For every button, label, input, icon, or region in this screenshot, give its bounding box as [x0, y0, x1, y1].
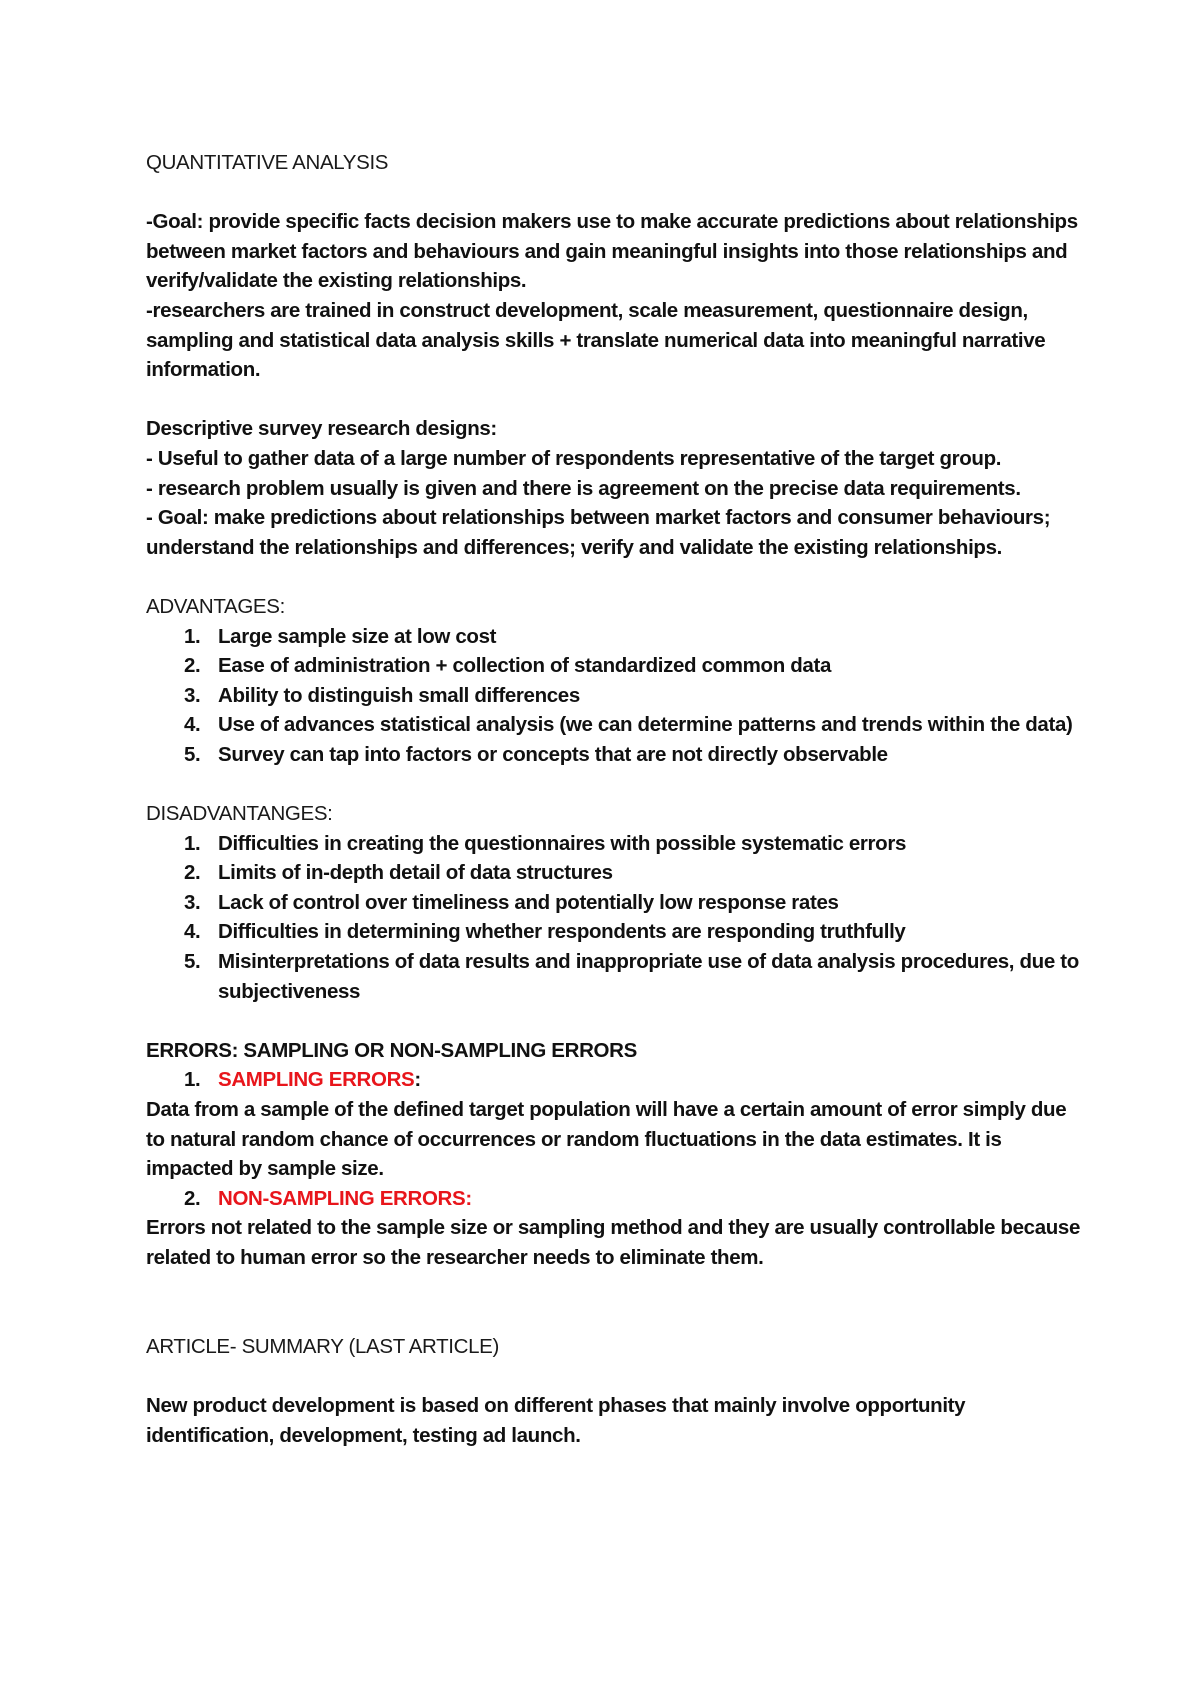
intro-researchers: -researchers are trained in construct development, scale measurement, questionnaire design, sampling and statistical data analysis skills + translate numerical data into meaningful narrative information. [146, 298, 1046, 382]
list-number: 2. [184, 1186, 201, 1210]
advantages-heading: ADVANTAGES: [146, 594, 285, 618]
sampling-errors-label: SAMPLING ERRORS [218, 1068, 415, 1092]
list-text: Limits of in-depth detail of data structures [218, 861, 613, 885]
list-text: Ease of administration + collection of standardized common data [218, 654, 832, 678]
list-number: 5. [184, 950, 201, 974]
list-number: 1. [184, 831, 201, 855]
article-body: New product development is based on different phases that mainly involve opportunity identification, development, testing ad launch. [146, 1393, 966, 1447]
list-item [146, 1184, 1086, 1214]
list-text: Misinterpretations of data results and inappropriate use of data analysis procedures, due to subjectiveness [218, 950, 1079, 1003]
non-sampling-errors-label: NON-SAMPLING ERRORS: [218, 1186, 472, 1210]
list-number: 4. [184, 713, 201, 737]
list-item [146, 622, 1086, 652]
errors-list-non-sampling [146, 1184, 1086, 1214]
list-text: Ability to distinguish small differences [218, 683, 580, 707]
list-item [146, 917, 1086, 947]
list-item [146, 681, 1086, 711]
list-item [146, 1065, 1086, 1095]
list-number: 4. [184, 920, 201, 944]
errors-list-sampling [146, 1065, 1086, 1095]
list-text: Large sample size at low cost [218, 624, 497, 648]
list-item [146, 740, 1086, 770]
disadvantages-list [146, 829, 1086, 1007]
list-text: Difficulties in creating the questionnaires with possible systematic errors [218, 831, 907, 855]
list-number: 3. [184, 683, 201, 707]
list-item [146, 888, 1086, 918]
sampling-errors-body: Data from a sample of the defined target population will have a certain amount of error simply due to natural random chance of occurrences or random fluctuations in the data estimates. It is impacted by sample size. [146, 1098, 1067, 1181]
errors-heading: ERRORS: SAMPLING OR NON-SAMPLING ERRORS [146, 1038, 637, 1062]
list-item [146, 829, 1086, 859]
descriptive-point: - Useful to gather data of a large number of respondents representative of the target group. [146, 446, 1002, 470]
list-number: 1. [184, 1068, 201, 1092]
list-text: Survey can tap into factors or concepts that are not directly observable [218, 742, 888, 766]
list-item [146, 858, 1086, 888]
sampling-errors-colon: : [414, 1068, 421, 1092]
list-number: 2. [184, 861, 201, 885]
list-number: 5. [184, 742, 201, 766]
list-item [146, 710, 1086, 740]
descriptive-point: - research problem usually is given and there is agreement on the precise data requirements. [146, 476, 1021, 500]
article-heading: ARTICLE- SUMMARY (LAST ARTICLE) [146, 1334, 499, 1358]
disadvantages-heading: DISADVANTANGES: [146, 802, 333, 826]
list-text: Lack of control over timeliness and potentially low response rates [218, 890, 839, 914]
list-number: 3. [184, 890, 201, 914]
list-text: Use of advances statistical analysis (we can determine patterns and trends within the data) [218, 713, 1073, 737]
intro-goal: -Goal: provide specific facts decision makers use to make accurate predictions about relationships between market factors and behaviours and gain meaningful insights into those relationships and verify/validate the existing relationships. [146, 210, 1078, 293]
list-item [146, 651, 1086, 681]
descriptive-point: - Goal: make predictions about relationships between market factors and consumer behaviours; understand the relationships and differences; verify and validate the existing relationships. [146, 506, 1051, 559]
list-number: 1. [184, 624, 201, 648]
advantages-list [146, 622, 1086, 770]
descriptive-heading: Descriptive survey research designs: [146, 417, 497, 441]
list-number: 2. [184, 654, 201, 678]
list-text: Difficulties in determining whether respondents are responding truthfully [218, 920, 906, 944]
non-sampling-errors-body: Errors not related to the sample size or sampling method and they are usually controllable because related to human error so the researcher needs to eliminate them. [146, 1216, 1081, 1269]
list-item [146, 947, 1086, 1006]
page-title: QUANTITATIVE ANALYSIS [146, 151, 389, 174]
document-body [146, 148, 1086, 1450]
